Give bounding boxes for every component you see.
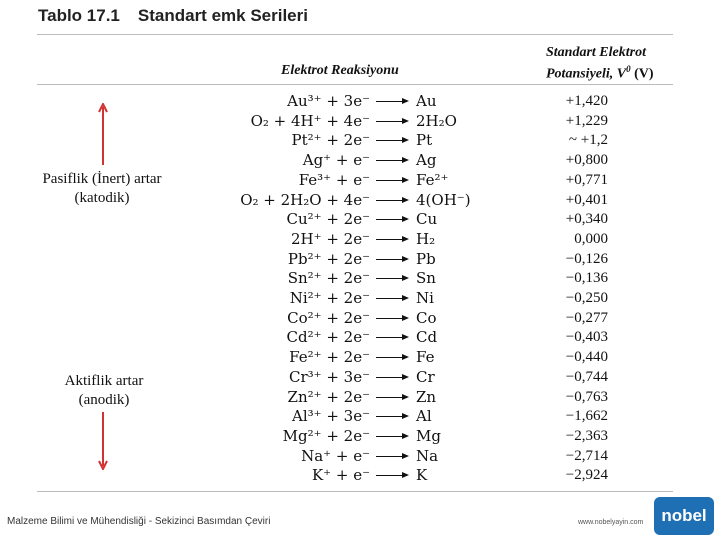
table-header bbox=[38, 6, 308, 26]
reaction-potential: −0,403 bbox=[565, 329, 608, 346]
reaction-potential: +0,401 bbox=[565, 191, 608, 208]
table-row bbox=[0, 327, 720, 347]
table-row bbox=[0, 268, 720, 288]
reaction-product: K bbox=[416, 466, 428, 485]
potential-header-line2: Potansiyeli, V bbox=[546, 66, 627, 82]
table-row bbox=[0, 406, 720, 426]
column-header-rule bbox=[37, 84, 673, 85]
reaction-potential: +1,420 bbox=[565, 93, 608, 109]
reaction-potential: −0,136 bbox=[565, 270, 608, 287]
reaction-reactants: Au³⁺ + 3e⁻ bbox=[287, 92, 370, 110]
reaction-reactants: Pt²⁺ + 2e⁻ bbox=[291, 131, 370, 150]
reaction-potential: −0,277 bbox=[565, 309, 608, 326]
reaction-reactants: Co²⁺ + 2e⁻ bbox=[287, 308, 370, 327]
header-rule bbox=[37, 34, 673, 35]
reaction-reactants: Mg²⁺ + 2e⁻ bbox=[282, 426, 370, 445]
reaction-product: Al bbox=[416, 407, 432, 426]
reaction-product: Ag bbox=[416, 151, 437, 170]
table-row bbox=[0, 465, 720, 485]
reaction-product: Co bbox=[416, 308, 437, 327]
reaction-reactants: K⁺ + e⁻ bbox=[311, 466, 370, 485]
table-row bbox=[0, 130, 720, 150]
reaction-product: H₂ bbox=[416, 229, 436, 248]
table-row bbox=[0, 111, 720, 131]
reaction-potential: ~ +1,2 bbox=[568, 132, 608, 149]
reaction-reactants: Cr³⁺ + 3e⁻ bbox=[288, 367, 370, 386]
table-row bbox=[0, 249, 720, 269]
reaction-product: Cr bbox=[416, 367, 435, 386]
table-row bbox=[0, 190, 720, 210]
reaction-potential: −0,250 bbox=[565, 290, 608, 306]
footer-url: www.nobelyayin.com bbox=[578, 519, 644, 526]
table-row bbox=[0, 426, 720, 446]
table-row bbox=[0, 387, 720, 407]
reaction-reactants: Al³⁺ + 3e⁻ bbox=[291, 407, 370, 426]
reaction-potential: 0,000 bbox=[574, 230, 608, 247]
reaction-reactants: O₂ + 2H₂O + 4e⁻ bbox=[240, 190, 370, 209]
table-number: Tablo 17.1 bbox=[38, 6, 120, 25]
reaction-product: Pt bbox=[416, 131, 433, 150]
reaction-product: Sn bbox=[416, 269, 436, 288]
reaction-product: Mg bbox=[416, 426, 441, 445]
reaction-product: Na bbox=[416, 446, 439, 465]
reaction-product: 4(OH⁻) bbox=[416, 190, 471, 209]
reaction-reactants: Ni²⁺ + 2e⁻ bbox=[289, 289, 370, 307]
reaction-product: Cu bbox=[416, 210, 438, 229]
reaction-potential: −2,924 bbox=[565, 467, 608, 484]
table-bottom-rule bbox=[37, 491, 673, 492]
reaction-reactants: O₂ + 4H⁺ + 4e⁻ bbox=[250, 111, 370, 130]
reaction-reactants: Sn²⁺ + 2e⁻ bbox=[287, 269, 370, 288]
table-row bbox=[0, 367, 720, 387]
reaction-potential: −1,662 bbox=[565, 408, 608, 425]
reaction-reactants: Cd²⁺ + 2e⁻ bbox=[286, 328, 370, 347]
reaction-reactants: Pb²⁺ + 2e⁻ bbox=[287, 249, 370, 268]
passive-label-line2: (katodik) bbox=[74, 190, 130, 206]
reaction-product: Cd bbox=[416, 328, 438, 347]
active-label-line2: (anodik) bbox=[78, 392, 130, 408]
reaction-product: Ni bbox=[416, 289, 434, 307]
reaction-reactants: Fe³⁺ + e⁻ bbox=[298, 170, 370, 189]
table-row bbox=[0, 229, 720, 249]
passive-label-line1: Pasiflik (İnert) artar bbox=[42, 171, 162, 187]
column-header-reaction: Elektrot Reaksiyonu bbox=[281, 63, 399, 78]
active-label-line1: Aktiflik artar bbox=[64, 373, 144, 389]
reaction-reactants: Na⁺ + e⁻ bbox=[301, 446, 370, 465]
table-row bbox=[0, 446, 720, 466]
reaction-product: Fe bbox=[416, 348, 435, 367]
reaction-reactants: Fe²⁺ + 2e⁻ bbox=[289, 348, 370, 367]
reaction-potential: +0,800 bbox=[565, 152, 608, 169]
reaction-potential: −2,363 bbox=[565, 427, 608, 444]
footer-book-title: Malzeme Bilimi ve Mühendisliği - Sekizinci Basımdan Çeviri bbox=[7, 516, 271, 527]
reaction-product: Fe²⁺ bbox=[416, 170, 449, 189]
reaction-reactants: Zn²⁺ + 2e⁻ bbox=[287, 387, 370, 406]
table-row bbox=[0, 347, 720, 367]
table-row bbox=[0, 91, 720, 111]
table-row bbox=[0, 308, 720, 328]
reaction-potential: +0,340 bbox=[565, 211, 608, 228]
potential-header-unit: (V) bbox=[634, 66, 654, 82]
reaction-potential: −0,440 bbox=[565, 349, 608, 366]
table-row bbox=[0, 288, 720, 308]
reaction-potential: +1,229 bbox=[565, 112, 608, 129]
reaction-reactants: 2H⁺ + 2e⁻ bbox=[291, 229, 370, 248]
reaction-potential: −0,763 bbox=[565, 388, 608, 405]
reaction-product: Zn bbox=[416, 387, 437, 406]
publisher-logo: nobel bbox=[654, 497, 714, 535]
reaction-reactants: Cu²⁺ + 2e⁻ bbox=[286, 210, 370, 229]
reaction-reactants: Ag⁺ + e⁻ bbox=[302, 151, 370, 170]
table-row bbox=[0, 170, 720, 190]
potential-header-line1: Standart Elektrot bbox=[546, 45, 646, 60]
reaction-potential: −0,744 bbox=[565, 368, 608, 385]
reaction-product: Pb bbox=[416, 249, 436, 268]
column-header-potential: Standart Elektrot Potansiyeli, $V^0$ (V) bbox=[546, 45, 654, 82]
table-row bbox=[0, 150, 720, 170]
reaction-potential: +0,771 bbox=[565, 171, 608, 188]
table-title: Standart emk Serileri bbox=[137, 6, 308, 25]
table-row bbox=[0, 209, 720, 229]
reaction-potential: −0,126 bbox=[565, 250, 608, 267]
reaction-potential: −2,714 bbox=[565, 447, 608, 464]
reaction-product: Au bbox=[416, 92, 437, 110]
reaction-product: 2H₂O bbox=[416, 111, 457, 130]
